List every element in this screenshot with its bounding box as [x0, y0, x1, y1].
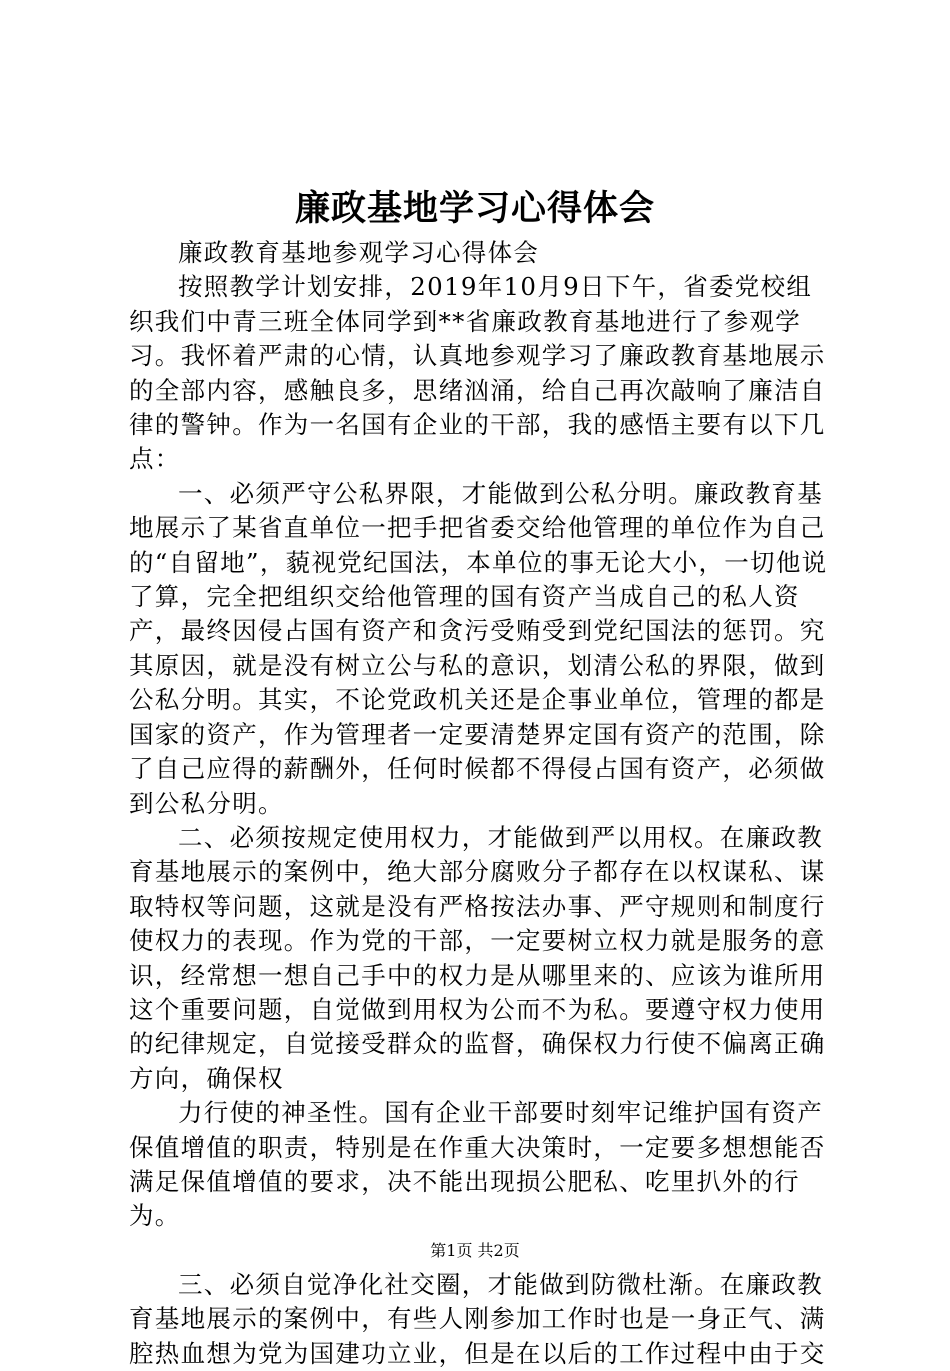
intro-paragraph: 按照教学计划安排，2019年10月9日下午，省委党校组织我们中青三班全体同学到**省廉政教育基地进行了参观学习。我怀着严肃的心情，认真地参观学习了廉政教育基地展示的全部内容，感触良多，思绪汹涌，给自己再次敲响了廉洁自律的警钟。作为一名国有企业的干部，我的感悟主要有以下几点： — [129, 272, 826, 474]
page-number-footer: 第1页 共2页 — [430, 1241, 520, 1260]
point-two-continued-paragraph: 力行使的神圣性。国有企业干部要时刻牢记维护国有资产保值增值的职责，特别是在作重大决策时，一定要多想想能否满足保值增值的要求，决不能出现损公肥私、吃里扒外的行为。 — [129, 1098, 826, 1231]
point-three-paragraph: 三、必须自觉净化社交圈，才能做到防微杜渐。在廉政教育基地展示的案例中，有些人刚参加工作时也是一身正气、满腔热血想为党为国建功立业，但是在以后的工作过程中由于交 — [129, 1269, 826, 1368]
subtitle-paragraph: 廉政教育基地参观学习心得体会 — [178, 238, 540, 267]
point-two-paragraph: 二、必须按规定使用权力，才能做到严以用权。在廉政教育基地展示的案例中，绝大部分腐败分子都存在以权谋私、谋取特权等问题，这就是没有严格按法办事、严守规则和制度行使权力的表现。作为党的干部，一定要树立权力就是服务的意识，经常想一想自己手中的权力是从哪里来的、应该为谁所用这个重要问题，自觉做到用权为公而不为私。要遵守权力使用的纪律规定，自觉接受群众的监督，确保权力行使不偏离正确方向，确保权 — [129, 822, 826, 1093]
point-one-paragraph: 一、必须严守公私界限，才能做到公私分明。廉政教育基地展示了某省直单位一把手把省委交给他管理的单位作为自己的“自留地”，藐视党纪国法，本单位的事无论大小，一切他说了算，完全把组织交给他管理的国有资产当成自己的私人资产，最终因侵占国有资产和贪污受贿受到党纪国法的惩罚。究其原因，就是没有树立公与私的意识，划清公私的界限，做到公私分明。其实，不论党政机关还是企事业单位，管理的都是国家的资产，作为管理者一定要清楚界定国有资产的范围，除了自己应得的薪酬外，任何时候都不得侵占国有资产，必须做到公私分明。 — [129, 478, 828, 818]
document-title: 廉政基地学习心得体会 — [294, 188, 655, 229]
document-body — [129, 236, 831, 1371]
